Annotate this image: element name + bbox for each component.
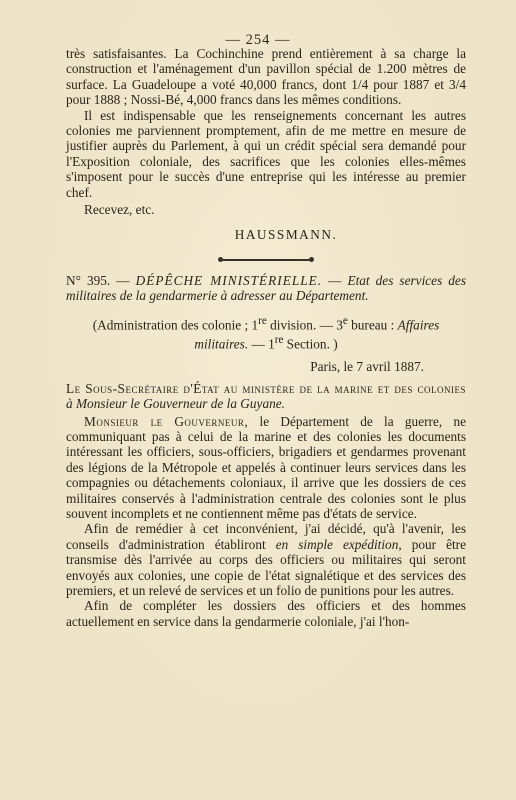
emphasis-text: en simple expédition	[275, 536, 399, 552]
admin-text: division. — 3	[266, 317, 343, 333]
admin-superscript: re	[258, 314, 267, 327]
body-paragraph	[66, 414, 466, 522]
letter-paragraph: Il est indispensable que les renseignements concernant les autres colonies me parviennent promptement, afin de me mettre en mesure de justifier auprès du Parlement, à qui un crédit spécial sera demandé pour l'Exposition coloniale, des sacrifices que les colonies elles-mêmes s'imposent pour le succès d'une entreprise qui les intéresse au premier chef.	[66, 107, 466, 200]
admin-superscript: e	[342, 314, 348, 327]
administration-line	[66, 314, 466, 352]
dateline: Paris, le 7 avril 1887.	[310, 359, 424, 375]
section-divider	[221, 259, 311, 261]
body-text: le Département de la guerre, ne communiquant pas à celui de la marine et des colonies les documents intéressant les officiers, sous-officiers, brigadiers et gendarmes provenant des légions de la Métropole et appelés à continuer leurs services dans les compagnies ou détachements coloniaux, il arrive que les dossiers de ces militaires conservés à l'administration centrale des colonies sont le plus souvent incomplets et ne contiennent même pas d'états de service.	[66, 413, 466, 521]
signature: HAUSSMANN.	[234, 227, 338, 243]
address-sender: Le Sous-Secrétaire d'État au ministère de la marine et des colonies	[66, 380, 466, 396]
address-line	[66, 381, 466, 412]
salutation: Monsieur le Gouverneur,	[84, 413, 249, 429]
admin-text: — 1	[248, 335, 275, 351]
document-title: DÉPÊCHE MINISTÉRIELLE.	[135, 272, 323, 288]
document-description: Etat des services des militaires de la gendarmerie à adresser au Département.	[66, 272, 467, 304]
page-body	[66, 46, 466, 629]
body-paragraph: Afin de compléter les dossiers des officiers et des hommes actuellement en service dans la gendarmerie coloniale, j'ai l'hon-	[66, 598, 466, 629]
letter-closing: Recevez, etc.	[84, 202, 155, 218]
body-text: , pour être transmise dès l'arrivée au corps des officiers ou militaires qui seront envoyés aux colonies, une copie de l'état signalétique et des services des premiers, et un relevé de services et un folio de punitions pour les autres.	[66, 536, 467, 599]
body-paragraph	[66, 521, 466, 598]
admin-text: (Administration des colonie ; 1	[92, 317, 259, 333]
body-text: Afin de remédier à cet inconvénient, j'ai décidé, qu'à l'avenir, les conseils d'administration établiront	[66, 521, 466, 552]
admin-affairs: Affaires militaires.	[194, 317, 440, 351]
admin-text: Section. )	[283, 335, 338, 351]
admin-text: bureau :	[347, 317, 398, 333]
document-number: N° 395. —	[66, 272, 130, 288]
letter-paragraph: très satisfaisantes. La Cochinchine prend entièrement à sa charge la construction et l'aménagement d'un pavillon spécial de 1.200 mètres de surface. La Guadeloupe a voté 40,000 francs, dont 1/4 pour 1887 et 3/4 pour 1888 ; Nossi-Bé, 4,000 francs dans les mêmes conditions.	[66, 46, 466, 108]
admin-superscript: re	[274, 333, 284, 346]
document-heading	[66, 273, 466, 304]
title-separator: —	[322, 272, 348, 288]
page-number: — 254 —	[225, 32, 291, 48]
address-recipient: à Monsieur le Gouverneur de la Guyane.	[66, 396, 285, 412]
